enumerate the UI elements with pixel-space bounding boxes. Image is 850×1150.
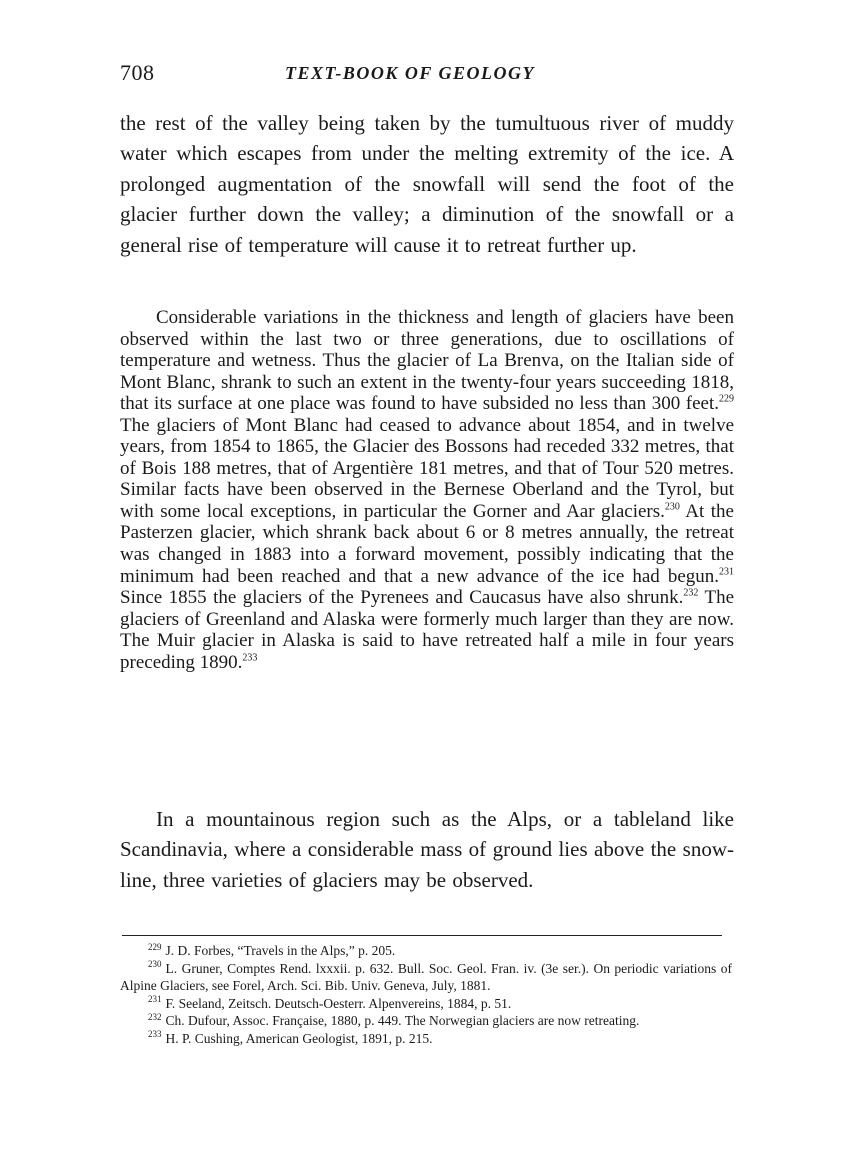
paragraph-text: The glaciers of Greenland and Alaska were formerly much larger than they are now. The Muir glacier in Alaska is said to have retreated half a mile in four years preceding 1890. (120, 587, 735, 673)
footnote-marker: 232 (148, 1011, 162, 1022)
footnote (120, 1030, 732, 1048)
footnote-text: Ch. Dufour, Assoc. Française, 1880, p. 449. The Norwegian glaciers are now retreating. (165, 1013, 640, 1029)
footnote-text: F. Seeland, Zeitsch. Deutsch-Oesterr. Alpenvereins, 1884, p. 51. (165, 995, 512, 1011)
footnote (120, 1012, 732, 1030)
footnote (120, 942, 732, 960)
footnote-text: H. P. Cushing, American Geologist, 1891, p. 215. (165, 1030, 433, 1046)
footnote-divider (122, 935, 722, 936)
paragraph-glacier-varieties: In a mountainous region such as the Alps, or a tableland like Scandinavia, where a considerable mass of ground lies above the snow-line, three varieties of glaciers may be observed. (120, 807, 734, 892)
footnote-reference: 231 (719, 566, 734, 578)
footnote-marker: 233 (148, 1029, 162, 1040)
paragraph-text: The glaciers of Mont Blanc had ceased to advance about 1854, and in twelve years, from 1854 to 1865, the Glacier des Bossons had receded 332 metres, that of Bois 188 metres, that of Argentière 181 metres, and that of Tour 520 metres. Similar facts have been observed in the Bernese Oberland and the Tyrol, but with some local exceptions, in particular the Gorner and Aar glaciers. (120, 414, 734, 522)
paragraph-continuation: the rest of the valley being taken by the tumultuous river of muddy water which escapes from under the melting extremity of the ice. A prolonged augmentation of the snowfall will send the foot of the glacier further down the valley; a diminution of the snowfall or a general rise of temperature will cause it to retreat further up. (120, 111, 734, 257)
footnote-reference: 229 (719, 393, 734, 405)
footnote-reference: 230 (664, 501, 680, 513)
footnote (120, 960, 732, 995)
footnote-text: L. Gruner, Comptes Rend. lxxxii. p. 632. Bull. Soc. Geol. Fran. iv. (3e ser.). On periodic variations of Alpine Glaciers, see Forel, Arch. Sci. Bib. Univ. Geneva, July, 1881. (120, 960, 732, 994)
page-header (120, 60, 740, 90)
running-title: TEXT-BOOK OF GEOLOGY (285, 63, 536, 83)
footnote (120, 995, 732, 1013)
page-number: 708 (120, 60, 155, 85)
paragraph-text: Since 1855 the glaciers of the Pyrenees and Caucasus have also shrunk. (120, 587, 684, 609)
paragraph-glacier-variations (120, 307, 734, 673)
footnote-reference: 233 (242, 652, 258, 664)
footnote-marker: 230 (148, 959, 162, 970)
footnote-marker: 231 (148, 994, 162, 1005)
paragraph-text: Considerable variations in the thickness and length of glaciers have been observed within the last two or three generations, due to oscillations of temperature and wetness. Thus the glacier of La Brenva, on the Italian side of Mont Blanc, shrank to such an extent in the twenty-four years succeeding 1818, that its surface at one place was found to have subsided no less than 300 feet. (120, 307, 734, 415)
footnotes (120, 942, 732, 1048)
footnote-marker: 229 (148, 941, 162, 952)
footnote-reference: 232 (683, 587, 699, 599)
footnote-text: J. D. Forbes, “Travels in the Alps,” p. 205. (165, 943, 396, 958)
paragraph-text: At the Pasterzen glacier, which shrank back about 6 or 8 metres annually, the retreat was changed in 1883 into a forward movement, possibly indicating that the minimum had been reached and that a new advance of the ice had begun. (120, 500, 734, 587)
